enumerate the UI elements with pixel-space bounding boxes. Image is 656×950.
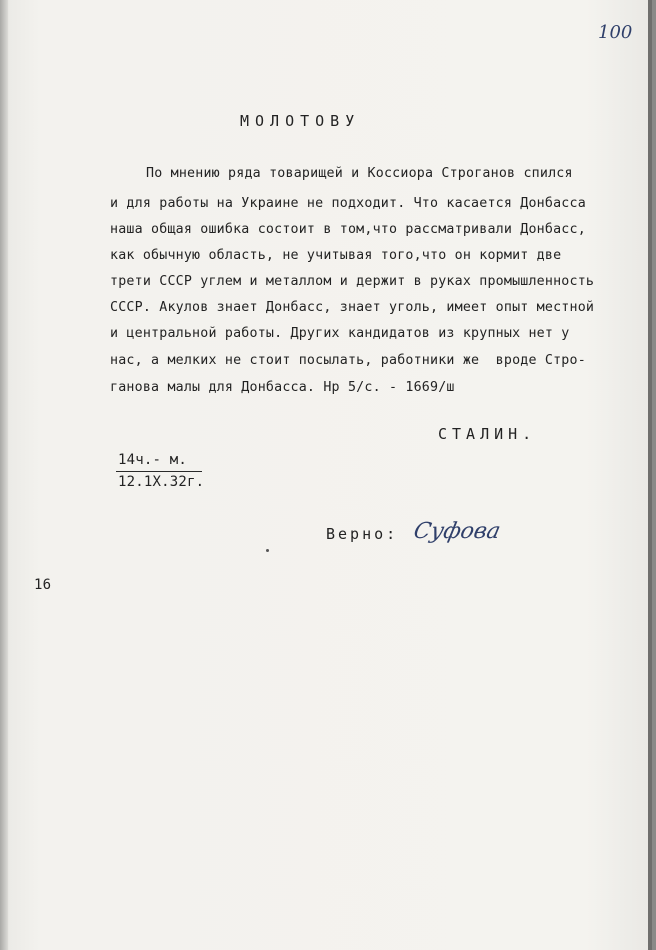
signature-name: СТАЛИН. [438, 425, 537, 443]
sheet-number: 16 [34, 577, 52, 593]
dispatch-date: 12.1Х.32г. [118, 474, 205, 490]
certified-label: Верно: [326, 525, 399, 543]
body-line: ганова малы для Донбасса. Нр 5/с. - 1669/ш [110, 380, 455, 395]
page-edge-shadow [0, 0, 8, 950]
body-line: и для работы на Украине не подходит. Что касается Донбасса [110, 196, 586, 211]
body-line: СССР. Акулов знает Донбасс, знает уголь, имеет опыт местной [110, 300, 595, 315]
certified-signature: Суфова [411, 519, 503, 544]
addressee-heading: МОЛОТОВУ [240, 112, 361, 130]
page-edge-right [648, 0, 652, 950]
body-line: нас, а мелких не стоит посылать, работники же вроде Стро- [110, 353, 586, 368]
body-line: трети СССР углем и металлом и держит в руках промышленность [110, 274, 595, 289]
body-line: как обычную область, не учитывая того,что он кормит две [110, 248, 562, 263]
body-line: наша общая ошибка состоит в том,что рассматривали Донбасс, [110, 222, 586, 237]
body-line: По мнению ряда товарищей и Коссиора Строганов спился [146, 166, 573, 181]
archive-page-number: 100 [598, 22, 633, 43]
body-line: и центральной работы. Других кандидатов из крупных нет у [110, 326, 570, 341]
date-divider [116, 471, 202, 472]
dispatch-time: 14ч.- м. [118, 452, 188, 468]
ink-dot [266, 549, 269, 552]
